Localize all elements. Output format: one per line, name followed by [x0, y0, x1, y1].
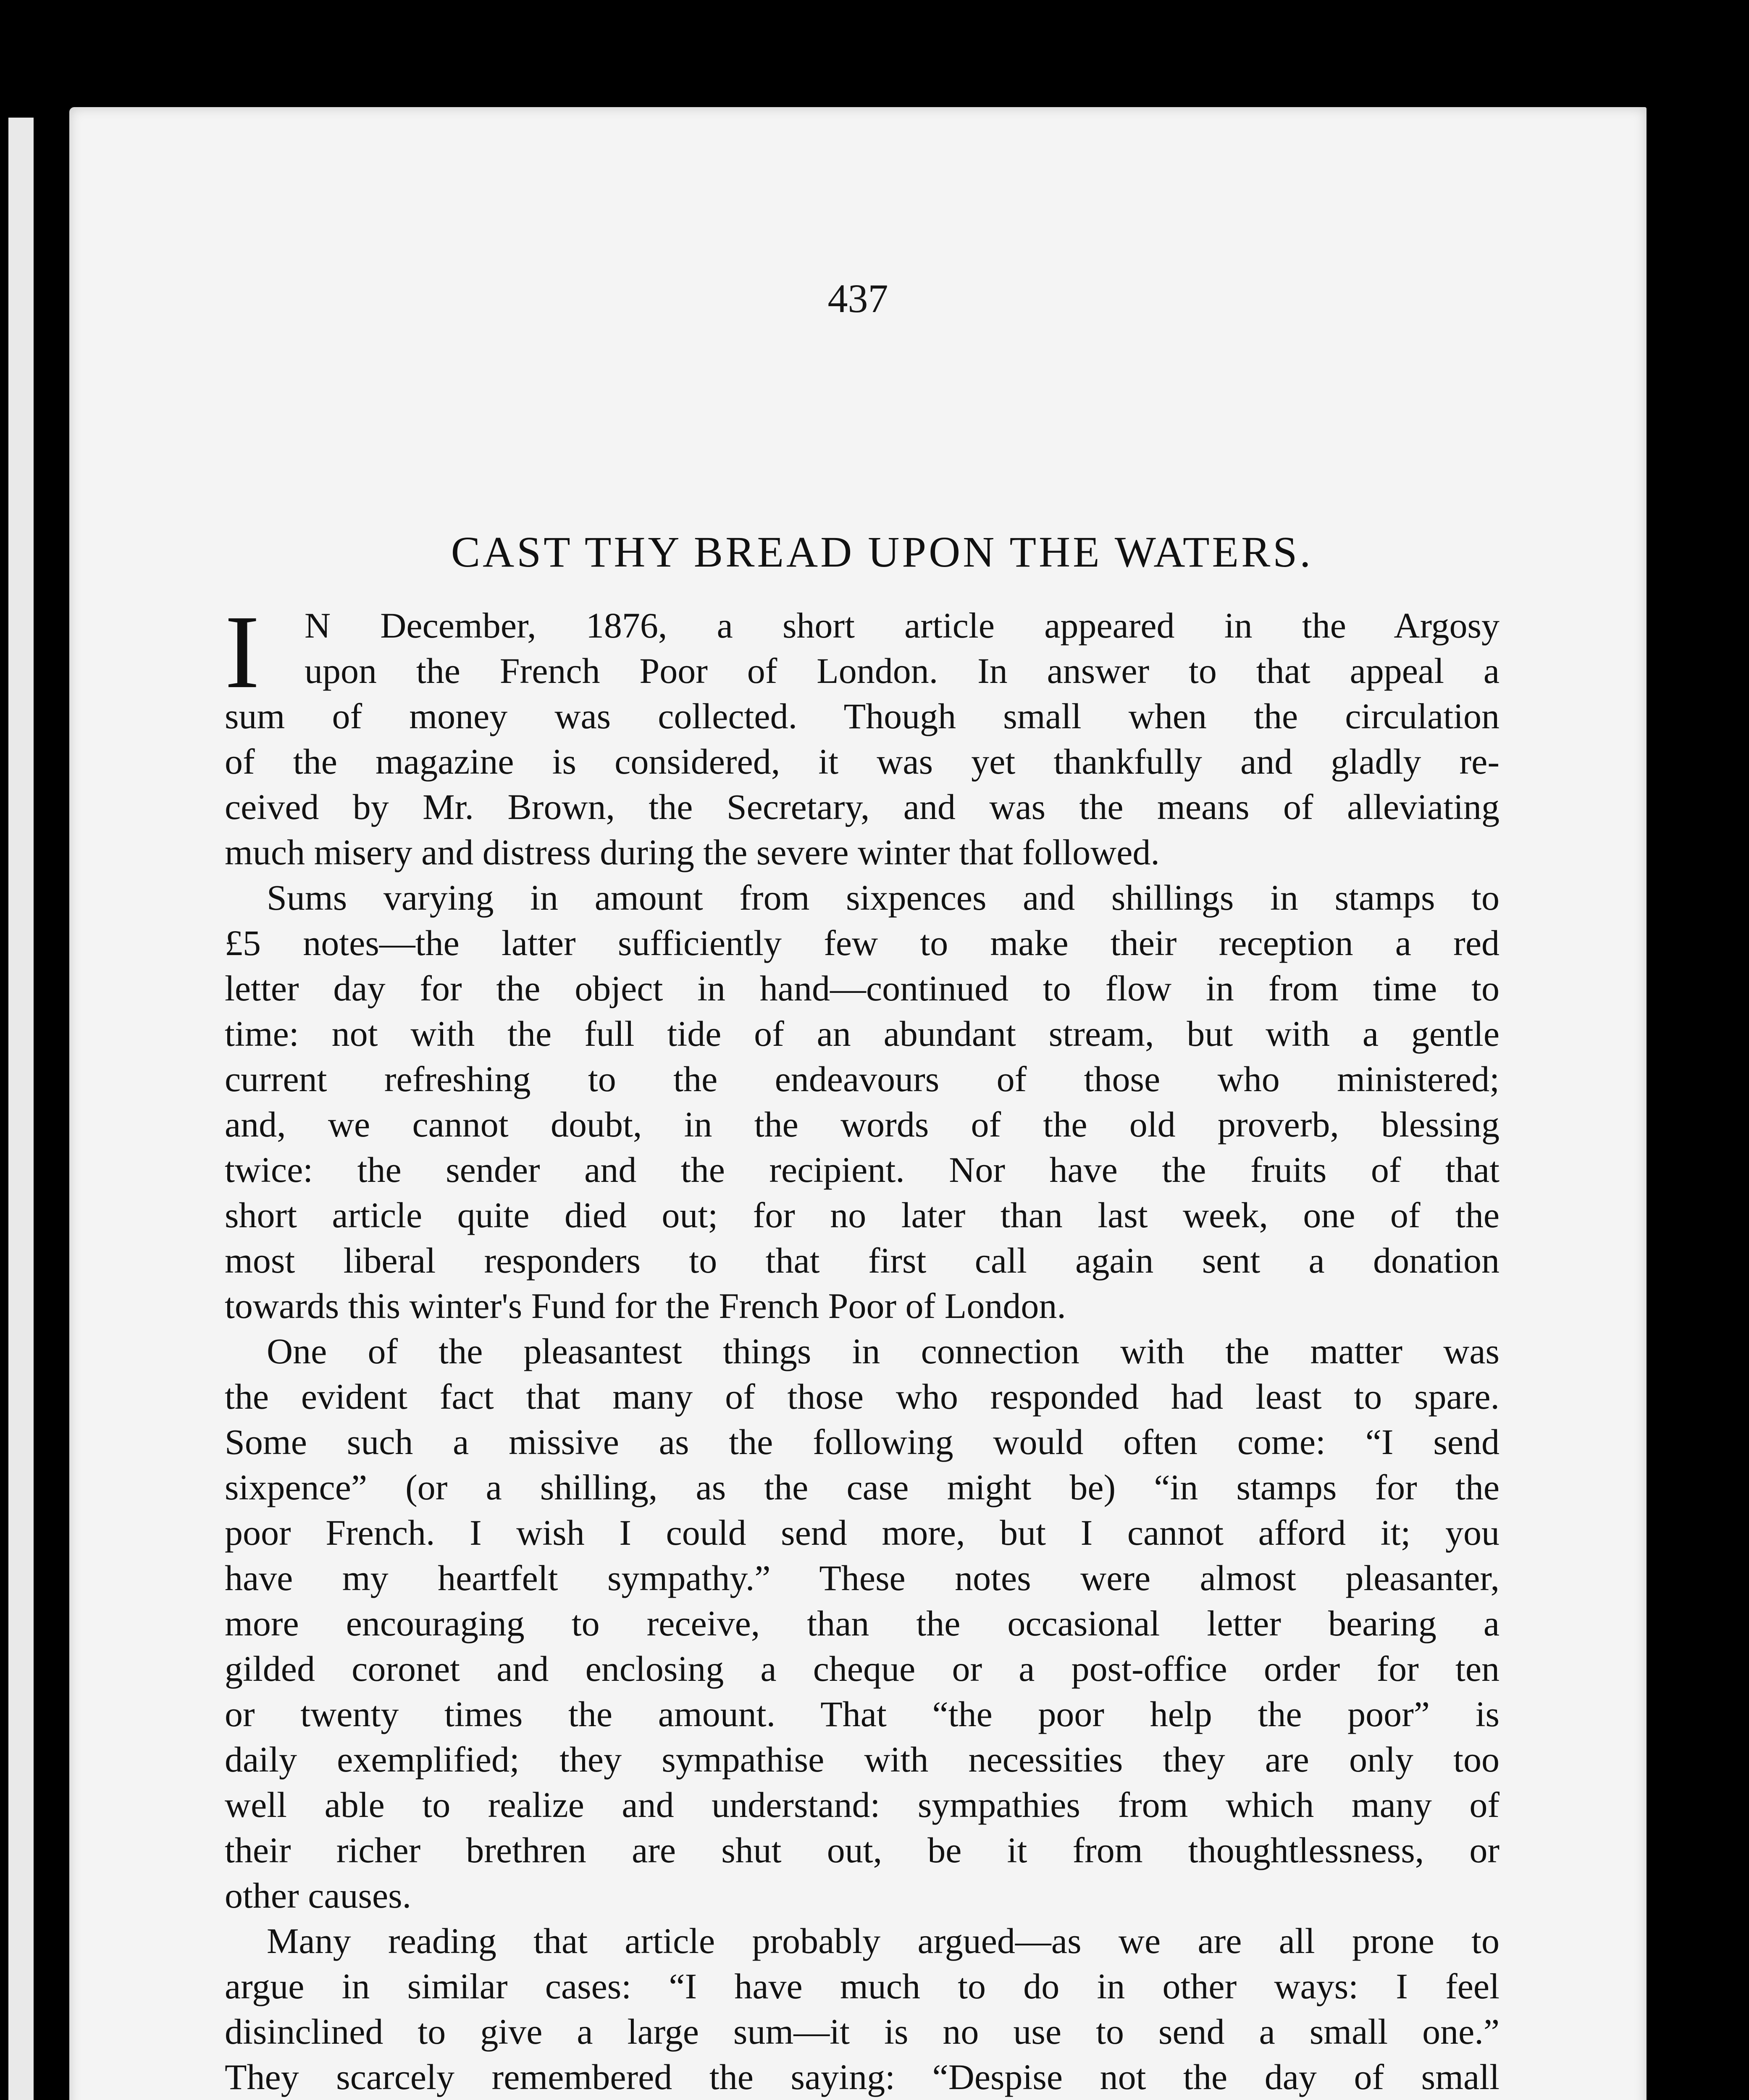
text-line: One of the pleasantest things in connection with the matter was [267, 1331, 1500, 1371]
text-line: Some such a missive as the following would often come: “I send [225, 1422, 1500, 1462]
text-line: poor French. I wish I could send more, but I cannot afford it; you [225, 1512, 1500, 1553]
text-line: or twenty times the amount. That “the poor help the poor” is [225, 1694, 1500, 1734]
text-line: short article quite died out; for no later than last week, one of the [225, 1195, 1500, 1235]
text-line: other causes. [225, 1875, 412, 1916]
text-line: gilded coronet and enclosing a cheque or a post-office order for ten [225, 1648, 1500, 1689]
text-line: Many reading that article probably argued—as we are all prone to [267, 1921, 1500, 1961]
text-line: current refreshing to the endeavours of those who ministered; [225, 1059, 1500, 1099]
page-number: 437 [827, 276, 888, 321]
book-page [69, 107, 1647, 2100]
text-line: sum of money was collected. Though small when the circulation [225, 696, 1500, 736]
text-line: argue in similar cases: “I have much to do in other ways: I feel [225, 1966, 1500, 2006]
text-line: have my heartfelt sympathy.” These notes were almost pleasanter, [225, 1558, 1500, 1598]
text-line: the evident fact that many of those who responded had least to spare. [225, 1376, 1500, 1417]
text-line: sixpence” (or a shilling, as the case might be) “in stamps for the [225, 1467, 1500, 1507]
text-line: Sums varying in amount from sixpences and shillings in stamps to [267, 877, 1500, 918]
text-line: of the magazine is considered, it was yet thankfully and gladly re- [225, 741, 1500, 782]
adjacent-page-edge [8, 118, 34, 2100]
text-line: their richer brethren are shut out, be it from thoughtlessness, or [225, 1830, 1500, 1870]
text-line: much misery and distress during the severe winter that followed. [225, 832, 1160, 872]
drop-cap: I [225, 594, 260, 710]
text-line: more encouraging to receive, than the occasional letter bearing a [225, 1603, 1500, 1643]
paragraph [225, 594, 1500, 875]
text-line: well able to realize and understand: sympathies from which many of [225, 1785, 1500, 1825]
paragraph [225, 875, 1500, 1328]
text-line: £5 notes—the latter sufficiently few to make their reception a red [225, 923, 1500, 963]
text-line: upon the French Poor of London. In answer to that appeal a [305, 651, 1500, 691]
article-body [225, 594, 1500, 2100]
text-line: and, we cannot doubt, in the words of the old proverb, blessing [225, 1104, 1500, 1144]
article-title: CAST THY BREAD UPON THE WATERS. [451, 528, 1313, 576]
paragraph [225, 1918, 1500, 2100]
text-line: ceived by Mr. Brown, the Secretary, and was the means of alleviating [225, 787, 1500, 827]
text-line: towards this winter's Fund for the French Poor of London. [225, 1286, 1066, 1326]
text-line: twice: the sender and the recipient. Nor have the fruits of that [225, 1150, 1500, 1190]
text-line: They scarcely remembered the saying: “Despise not the day of small [225, 2057, 1500, 2097]
text-line: most liberal responders to that first call again sent a donation [225, 1240, 1500, 1281]
paragraph [225, 1328, 1500, 1918]
text-line: N December, 1876, a short article appeared in the Argosy [305, 605, 1500, 646]
text-line: disinclined to give a large sum—it is no use to send a small one.” [225, 2011, 1500, 2052]
text-line: daily exemplified; they sympathise with necessities they are only too [225, 1739, 1500, 1780]
text-line: time: not with the full tide of an abundant stream, but with a gentle [225, 1013, 1500, 1054]
text-line: letter day for the object in hand—continued to flow in from time to [225, 968, 1500, 1008]
